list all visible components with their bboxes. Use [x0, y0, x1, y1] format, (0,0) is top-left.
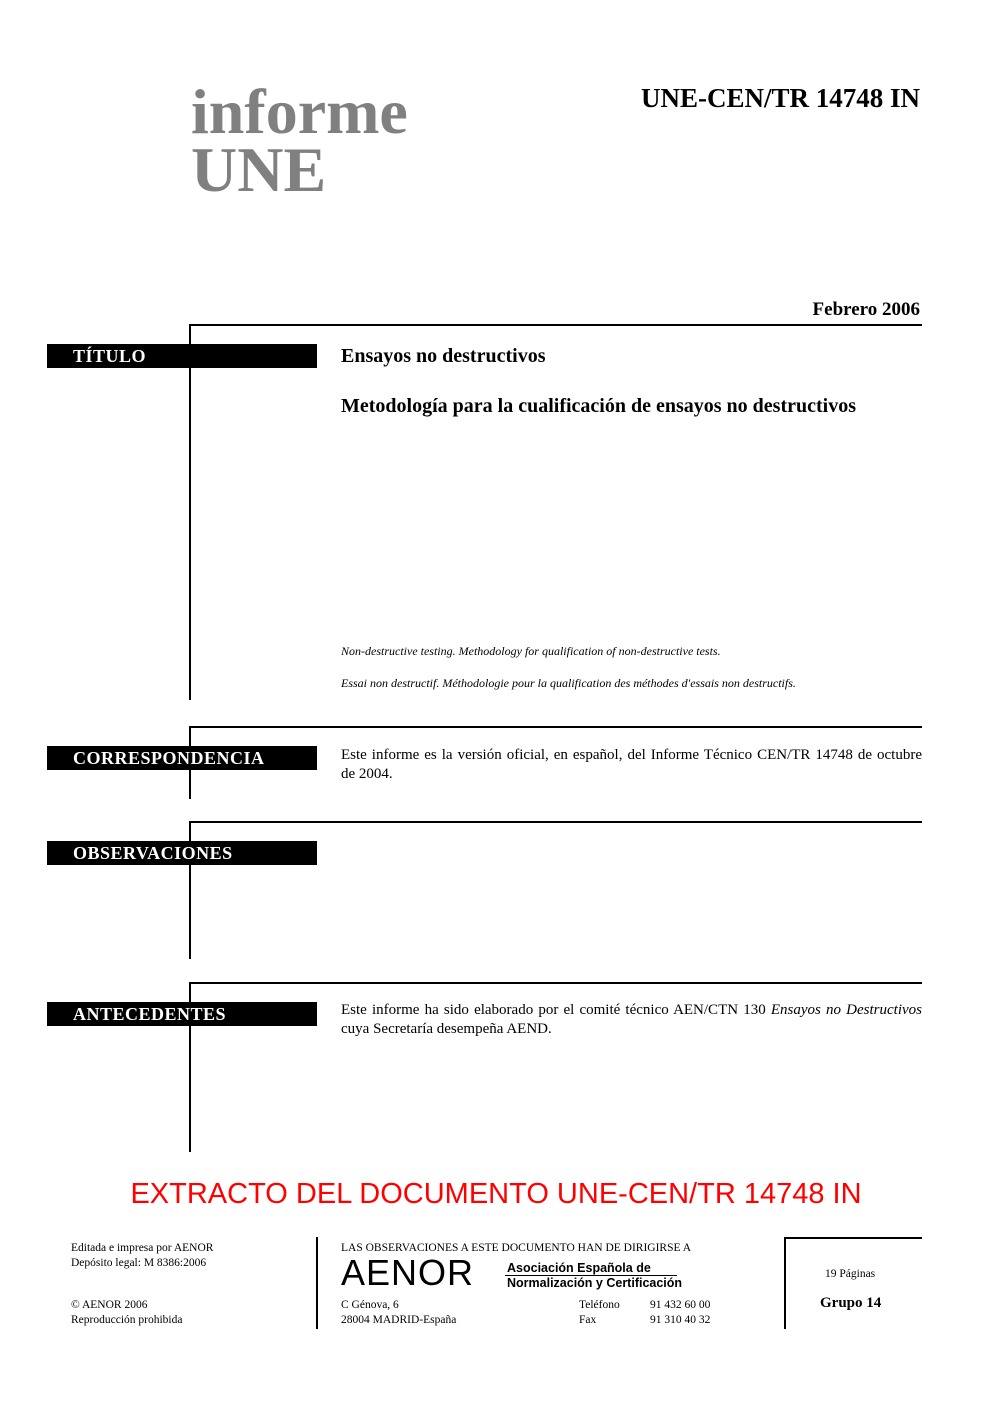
aenor-subtitle-line2: Normalización y Certificación: [507, 1276, 683, 1290]
address-street: C Génova, 6: [341, 1299, 399, 1311]
observaciones-label: OBSERVACIONES: [47, 841, 317, 865]
phone-label: Teléfono: [579, 1299, 620, 1311]
extract-notice: EXTRACTO DEL DOCUMENTO UNE-CEN/TR 14748 IN: [130, 1178, 862, 1210]
antecedentes-text: [341, 1001, 922, 1039]
fax-label: Fax: [579, 1314, 597, 1326]
price-group: Grupo 14: [820, 1295, 882, 1311]
title-english: Non-destructive testing. Methodology for qualification of non-destructive tests.: [341, 644, 721, 658]
phone-number: 91 432 60 00: [650, 1299, 711, 1311]
reproduction-notice: Reproducción prohibida: [71, 1314, 183, 1326]
copyright: © AENOR 2006: [71, 1299, 148, 1311]
antecedentes-text-part2: cuya Secretaría desempeña AEND.: [341, 1021, 552, 1037]
footer-box-left-rule: [784, 1237, 786, 1329]
correspondencia-text: Este informe es la versión oficial, en español, del Informe Técnico CEN/TR 14748 de octubre de 2004.: [341, 747, 922, 782]
footer-divider-left: [316, 1237, 318, 1329]
publication-date: Febrero 2006: [812, 299, 920, 320]
title-french: Essai non destructif. Méthodologie pour la qualification des méthodes d'essais non destructifs.: [341, 676, 796, 690]
observaciones-top-rule: [189, 821, 922, 823]
address-city: 28004 MADRID-España: [341, 1314, 457, 1326]
page-count: 19 Páginas: [825, 1268, 876, 1280]
aenor-logo-word: AENOR: [341, 1252, 475, 1293]
fax-number: 91 310 40 32: [650, 1314, 711, 1326]
titulo-top-rule: [189, 324, 922, 326]
aenor-logo-subtitle: [507, 1261, 682, 1291]
aenor-logo-rule: [505, 1275, 677, 1276]
une-logo-line2: UNE: [191, 134, 327, 205]
observations-notice: LAS OBSERVACIONES A ESTE DOCUMENTO HAN DE DIRIGIRSE A: [341, 1242, 692, 1254]
antecedentes-label: ANTECEDENTES: [47, 1002, 317, 1026]
titulo-label: TÍTULO: [47, 344, 317, 368]
correspondencia-top-rule: [189, 726, 922, 728]
aenor-subtitle-line1: Asociación Española de: [507, 1261, 651, 1275]
committee-name: Ensayos no Destructivos: [770, 1002, 922, 1018]
edited-by: Editada e impresa por AENOR: [71, 1242, 214, 1254]
legal-deposit: Depósito legal: M 8386:2006: [71, 1257, 207, 1269]
antecedentes-text-part1: Este informe ha sido elaborado por el comité técnico AEN/CTN 130: [341, 1002, 771, 1018]
title-line-2: Metodología para la cualificación de ensayos no destructivos: [341, 395, 856, 417]
correspondencia-label: CORRESPONDENCIA: [47, 746, 317, 770]
title-line-1: Ensayos no destructivos: [341, 345, 546, 367]
footer-box-top-rule: [784, 1237, 922, 1239]
antecedentes-top-rule: [189, 982, 922, 984]
informe-logo-line1: informe: [191, 76, 408, 147]
titulo-vertical-rule: [189, 324, 191, 700]
document-code: UNE-CEN/TR 14748 IN: [640, 83, 920, 113]
